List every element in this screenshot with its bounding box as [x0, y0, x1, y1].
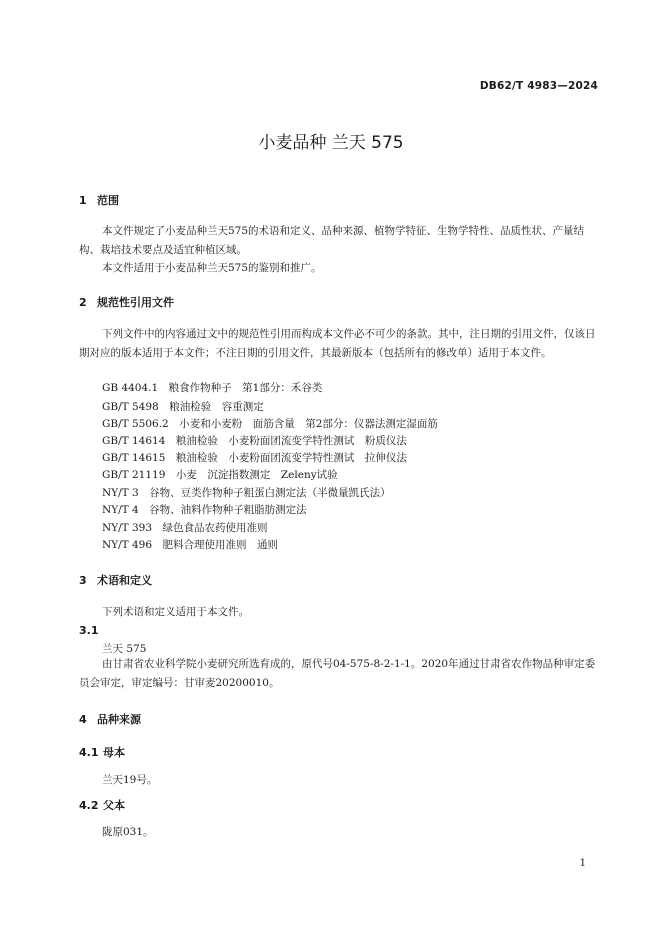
- term-number: 3.1: [79, 624, 99, 637]
- section-3-heading: [79, 572, 152, 588]
- section-number: 4: [79, 713, 87, 726]
- section-title: 范围: [97, 194, 119, 207]
- section-number: 2: [79, 296, 87, 309]
- section-number: 3: [79, 574, 87, 587]
- subsection-number: 4.2: [79, 799, 99, 812]
- section-4-heading: [79, 711, 141, 727]
- reference-item: GB/T 21119 小麦 沉淀指数测定 Zeleny试验: [102, 469, 338, 481]
- term-definition: 由甘肃省农业科学院小麦研究所选育成的，原代号04-575-8-2-1-1。2020年通过甘肃省农作物品种审定委员会审定，审定编号：甘审麦20200010。: [79, 658, 596, 689]
- section-3-intro: 下列术语和定义适用于本文件。: [102, 606, 249, 618]
- term-name: 兰天 575: [102, 643, 147, 655]
- reference-item: NY/T 393 绿色食品农药使用准则: [102, 522, 268, 534]
- reference-item: GB 4404.1 粮食作物种子 第1部分：禾谷类: [102, 382, 323, 394]
- subsection-number: 4.1: [79, 746, 99, 759]
- reference-item: NY/T 4 谷物、油料作物种子粗脂肪测定法: [102, 504, 307, 516]
- standard-code: DB62/T 4983—2024: [479, 80, 598, 92]
- subsection-4-2-text: 陇原031。: [102, 826, 154, 838]
- subsection-title: 母本: [103, 746, 125, 759]
- section-1-paragraph-1: 本文件规定了小麦品种兰天575的术语和定义、品种来源、植物学特征、生物学特性、品质性状、产量结构、栽培技术要点及适宜种植区域。: [79, 225, 585, 256]
- subsection-4-2-heading: [79, 797, 125, 813]
- reference-item: GB/T 5498 粮油检验 容重测定: [102, 401, 264, 413]
- section-2-intro: 下列文件中的内容通过文中的规范性引用而构成本文件必不可少的条款。其中，注日期的引用文件，仅该日期对应的版本适用于本文件；不注日期的引用文件，其最新版本（包括所有的修改单）适用于本文件。: [79, 328, 596, 359]
- section-title: 品种来源: [97, 713, 141, 726]
- page-number: 1: [579, 858, 586, 869]
- section-title: 规范性引用文件: [97, 296, 174, 309]
- section-title: 术语和定义: [97, 574, 152, 587]
- subsection-4-1-heading: [79, 744, 125, 760]
- reference-item: GB/T 5506.2 小麦和小麦粉 面筋含量 第2部分：仪器法测定湿面筋: [102, 418, 438, 430]
- reference-item: NY/T 496 肥料合理使用准则 通则: [102, 539, 279, 551]
- reference-item: GB/T 14615 粮油检验 小麦粉面团流变学特性测试 拉伸仪法: [102, 452, 407, 464]
- section-1-heading: [79, 192, 119, 208]
- subsection-title: 父本: [103, 799, 125, 812]
- reference-item: GB/T 14614 粮油检验 小麦粉面团流变学特性测试 粉质仪法: [102, 435, 407, 447]
- section-2-heading: [79, 294, 174, 310]
- reference-item: NY/T 3 谷物、豆类作物种子粗蛋白测定法（半微量凯氏法）: [102, 487, 391, 499]
- subsection-4-1-text: 兰天19号。: [102, 774, 158, 786]
- document-title: 小麦品种 兰天 575: [258, 133, 404, 153]
- section-1-paragraph-2: 本文件适用于小麦品种兰天575的鉴别和推广。: [102, 262, 322, 274]
- section-number: 1: [79, 194, 87, 207]
